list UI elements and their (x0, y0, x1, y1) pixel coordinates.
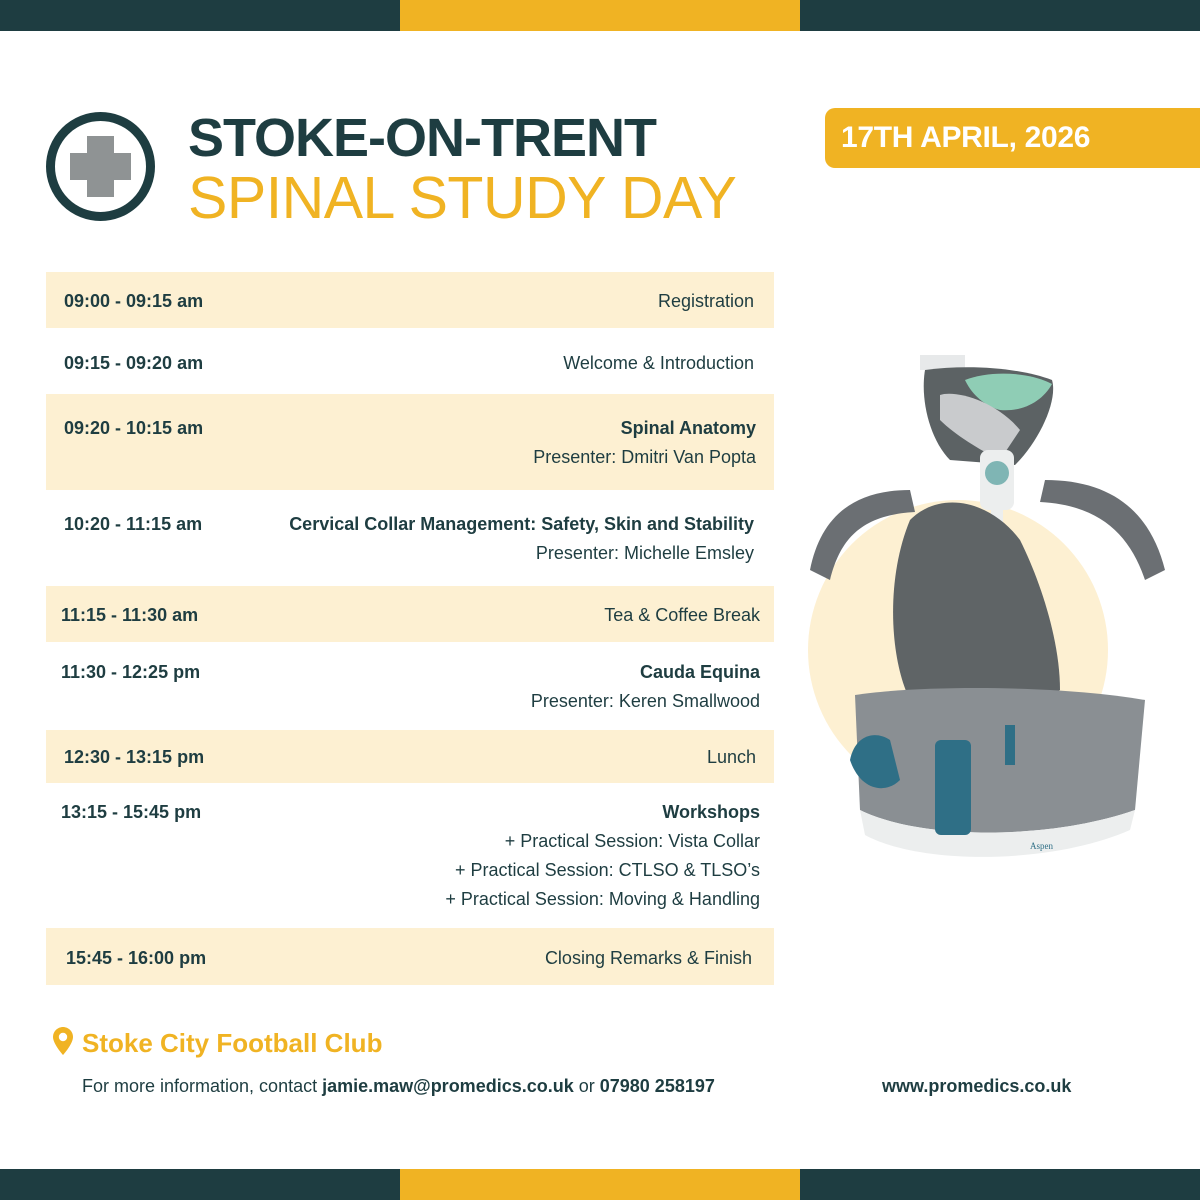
schedule-row (46, 586, 774, 642)
schedule-row (46, 328, 774, 394)
event-date: 17TH APRIL, 2026 (841, 121, 1091, 154)
top-color-band (0, 0, 1200, 31)
schedule-time: 10:20 - 11:15 am (64, 514, 203, 534)
schedule-time: 15:45 - 16:00 pm (66, 948, 207, 968)
contact-separator: or (573, 1076, 600, 1096)
schedule-row (46, 730, 774, 783)
website-link[interactable]: www.promedics.co.uk (882, 1076, 1072, 1096)
contact-phone[interactable]: 07980 258197 (599, 1076, 715, 1096)
schedule-presenter: Presenter: Keren Smallwood (530, 691, 760, 711)
schedule-title: Welcome & Introduction (563, 353, 754, 373)
schedule-time: 11:15 - 11:30 am (61, 605, 199, 625)
schedule-time: 09:20 - 10:15 am (64, 418, 204, 438)
schedule-presenter: Presenter: Dmitri Van Popta (533, 447, 756, 467)
contact-prefix: For more information, contact (82, 1076, 323, 1096)
event-title-line2: SPINAL STUDY DAY (188, 165, 737, 231)
spinal-brace-image (790, 340, 1190, 900)
schedule-title: Lunch (706, 747, 756, 767)
schedule-title: Workshops (662, 802, 760, 822)
schedule-row (46, 928, 774, 985)
brand-label: Aspen (1030, 841, 1053, 851)
schedule-title: Cauda Equina (639, 662, 760, 682)
schedule-time: 11:30 - 12:25 pm (61, 662, 201, 682)
schedule-title: Tea & Coffee Break (604, 605, 760, 625)
schedule-time: 09:00 - 09:15 am (64, 291, 204, 311)
schedule-time: 09:15 - 09:20 am (64, 353, 204, 373)
date-badge (825, 108, 1200, 168)
event-title-line1: STOKE-ON-TRENT (188, 108, 656, 168)
schedule-title: Registration (657, 291, 754, 311)
schedule-row (46, 394, 774, 490)
schedule-title: Spinal Anatomy (620, 418, 756, 438)
venue-name: Stoke City Football Club (82, 1028, 383, 1058)
schedule-title: Cervical Collar Management: Safety, Skin and Stability (289, 514, 754, 534)
workshop-session: + Practical Session: Moving & Handling (445, 889, 760, 909)
location-pin-icon (53, 1027, 73, 1055)
contact-email[interactable]: jamie.maw@promedics.co.uk (322, 1076, 574, 1096)
contact-info (82, 1076, 715, 1097)
bottom-color-band (0, 1169, 1200, 1200)
schedule-row (46, 783, 774, 928)
workshop-session: + Practical Session: Vista Collar (504, 831, 760, 851)
schedule-row (46, 642, 774, 730)
schedule-title: Closing Remarks & Finish (544, 948, 752, 968)
schedule-presenter: Presenter: Michelle Emsley (535, 543, 754, 563)
medical-cross-icon (45, 111, 156, 222)
schedule-row (46, 490, 774, 586)
schedule-time: 13:15 - 15:45 pm (61, 802, 202, 822)
schedule-time: 12:30 - 13:15 pm (64, 747, 205, 767)
workshop-session: + Practical Session: CTLSO & TLSO’s (455, 860, 760, 880)
schedule-row (46, 272, 774, 328)
